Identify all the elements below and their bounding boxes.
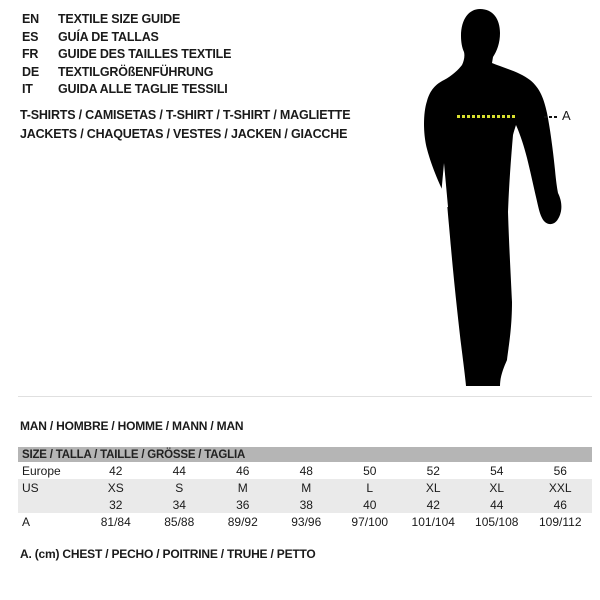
size-table-row-0 — [18, 462, 592, 479]
size-cell: 42 — [426, 497, 440, 512]
size-cell: 48 — [299, 463, 313, 478]
language-label: TEXTILE SIZE GUIDE — [58, 12, 181, 26]
size-table — [18, 447, 592, 530]
language-code: DE — [22, 64, 39, 79]
size-cell: 44 — [172, 463, 186, 478]
size-table-rows — [18, 462, 592, 530]
category-line-tshirts: T-SHIRTS / CAMISETAS / T-SHIRT / T-SHIRT / MAGLIETTE — [20, 108, 351, 122]
language-row-de — [22, 64, 231, 82]
language-code: EN — [22, 12, 39, 26]
size-cell: M — [301, 480, 312, 495]
size-cell: 50 — [363, 463, 377, 478]
size-cell: 101/104 — [411, 514, 455, 529]
size-cell: 46 — [553, 497, 567, 512]
language-label: TEXTILGRÖßENFÜHRUNG — [58, 64, 214, 79]
garment-categories — [20, 106, 350, 143]
language-code: FR — [22, 47, 39, 62]
language-code: ES — [22, 29, 39, 44]
size-cell: 54 — [490, 463, 504, 478]
size-cell: 42 — [109, 463, 123, 478]
chest-measure-dash-line — [457, 115, 516, 118]
size-cell: 89/92 — [227, 514, 258, 529]
size-cell: 52 — [426, 463, 440, 478]
language-label: GUIDE DES TAILLES TEXTILE — [58, 47, 232, 62]
size-table-row-3 — [18, 513, 592, 530]
section-title-man: MAN / HOMBRE / HOMME / MANN / MAN — [20, 419, 244, 433]
section-divider — [18, 396, 592, 397]
language-code: IT — [22, 82, 33, 97]
size-cell: 44 — [490, 497, 504, 512]
size-cell: XL — [489, 480, 505, 495]
measure-leader-dash — [544, 116, 559, 118]
category-line-jackets: JACKETS / CHAQUETAS / VESTES / JACKEN / GIACCHE — [20, 126, 348, 141]
size-cell: 36 — [236, 497, 250, 512]
size-cell: 46 — [236, 463, 250, 478]
language-row-es — [22, 29, 231, 47]
size-cell: 81/84 — [100, 514, 131, 529]
size-cell: 109/112 — [539, 514, 582, 529]
man-silhouette — [400, 0, 600, 400]
size-cell: 38 — [299, 497, 313, 512]
language-label: GUIDA ALLE TAGLIE TESSILI — [58, 82, 228, 97]
size-cell: L — [366, 480, 374, 495]
size-row-label: A — [22, 514, 31, 529]
size-cell: 93/96 — [291, 514, 322, 529]
size-row-label: Europe — [22, 463, 61, 478]
size-cell: XS — [107, 480, 124, 495]
size-cell: 32 — [109, 497, 123, 512]
size-cell: 56 — [553, 463, 567, 478]
language-row-en — [22, 11, 231, 29]
language-row-fr — [22, 46, 231, 64]
measurement-footnote: A. (cm) CHEST / PECHO / POITRINE / TRUHE / PETTO — [20, 547, 316, 561]
man-silhouette-graphic — [400, 0, 600, 400]
size-cell: 105/108 — [475, 514, 519, 529]
measure-label-a: A — [562, 108, 571, 123]
size-cell: S — [175, 480, 184, 495]
size-cell: XL — [425, 480, 441, 495]
size-cell: XXL — [548, 480, 572, 495]
size-cell: M — [237, 480, 248, 495]
size-cell: 40 — [363, 497, 377, 512]
size-cell: 34 — [172, 497, 186, 512]
size-table-row-2 — [18, 496, 592, 513]
size-cell: 85/88 — [164, 514, 195, 529]
language-list — [22, 11, 231, 99]
size-cell: 97/100 — [351, 514, 389, 529]
size-table-header: SIZE / TALLA / TAILLE / GRÖSSE / TAGLIA — [18, 447, 592, 462]
size-row-label: US — [22, 480, 39, 495]
language-row-it — [22, 81, 231, 99]
size-table-row-1 — [18, 479, 592, 496]
language-label: GUÍA DE TALLAS — [58, 29, 159, 44]
